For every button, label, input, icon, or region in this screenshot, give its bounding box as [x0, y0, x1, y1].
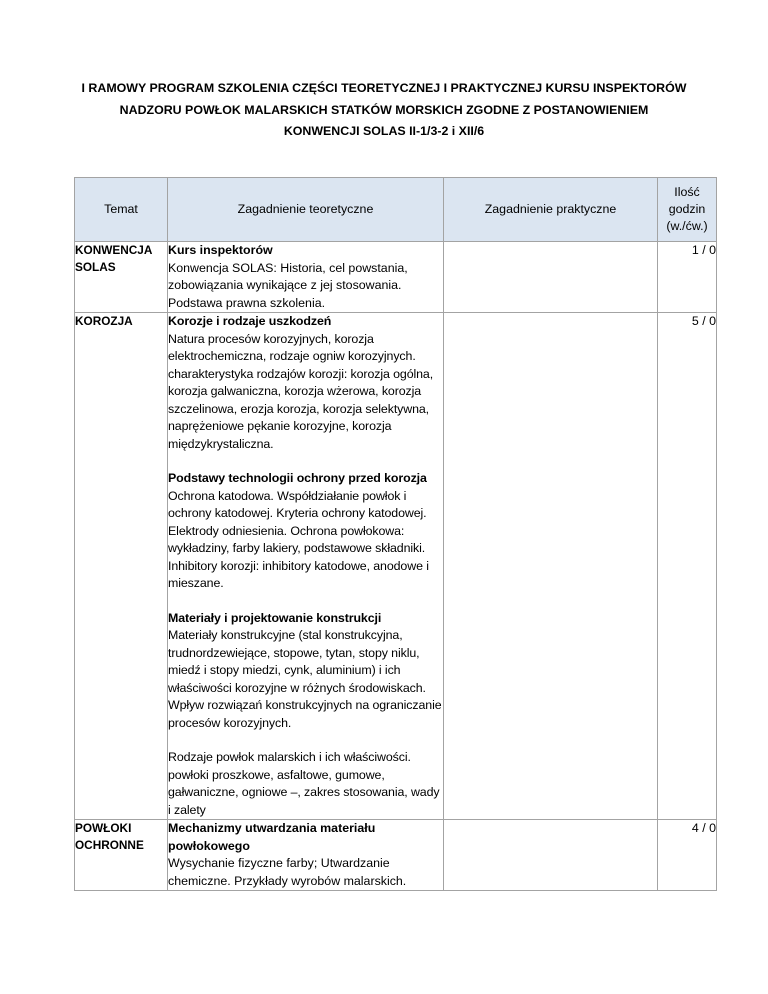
row-practice: [444, 820, 658, 891]
table-row: [75, 242, 717, 313]
theory-section: [168, 470, 443, 593]
section-title: Materiały i projektowanie konstrukcji: [168, 610, 382, 625]
document-title: [40, 78, 728, 143]
title-line-2: NADZORU POWŁOK MALARSKICH STATKÓW MORSKICH ZGODNE Z POSTANOWIENIEM: [119, 102, 649, 117]
table-row: [75, 820, 717, 891]
header-topic: Temat: [75, 178, 168, 242]
section-body: Wysychanie fizyczne farby; Utwardzanie chemiczne. Przykłady wyrobów malarskich.: [168, 856, 407, 888]
title-line-3: KONWENCJI SOLAS II-1/3-2 i XII/6: [283, 124, 485, 138]
header-hours: [658, 178, 717, 242]
row-hours: 4 / 0: [658, 820, 717, 891]
row-practice: [444, 242, 658, 313]
row-hours: 5 / 0: [658, 313, 717, 820]
row-hours: 1 / 0: [658, 242, 717, 313]
theory-section: [168, 820, 443, 890]
section-title: Kurs inspektorów: [168, 243, 273, 257]
row-theory: [168, 242, 444, 313]
section-title: Mechanizmy utwardzania materiału powłokowego: [168, 821, 376, 853]
row-practice: [444, 313, 658, 820]
header-theory: Zagadnienie teoretyczne: [168, 178, 444, 242]
header-hours-line2: godzin: [668, 202, 706, 216]
header-hours-line1: Ilość: [674, 185, 700, 199]
theory-section: [168, 610, 443, 733]
section-body: Natura procesów korozyjnych, korozja elektrochemiczna, rodzaje ogniw korozyjnych. charakterystyka rodzajów korozji: korozja ogólna, korozja galwaniczna, korozja wżerowa, korozja szczelinowa, erozja korozja, korozja selektywna, naprężeniowe pękanie korozyjne, korozja międzykrystaliczna.: [168, 331, 434, 451]
section-title: Podstawy technologii ochrony przed korozja: [168, 471, 427, 485]
theory-section: [168, 749, 443, 819]
row-topic: POWŁOKI OCHRONNE: [75, 820, 168, 891]
row-theory: [168, 313, 444, 820]
section-body: Materiały konstrukcyjne (stal konstrukcyjna, trudnordzewiejące, stopowe, tytan, stopy niklu, miedź i stopy miedzi, cynk, aluminium) i ich właściwości korozyjne w różnych środowiskach. Wpływ rozwiązań konstrukcyjnych na ograniczanie procesów korozyjnych.: [168, 628, 442, 730]
section-body: Ochrona katodowa. Współdziałanie powłok i ochrony katodowej. Kryteria ochrony katodowej. Elektrody odniesienia. Ochrona powłokowa: wykładziny, farby lakiery, podstawowe składniki. Inhibitory korozji: inhibitory katodowe, anodowe i mieszane.: [168, 488, 429, 590]
title-line-1: I RAMOWY PROGRAM SZKOLENIA CZĘŚCI TEORETYCZNEJ I PRAKTYCZNEJ KURSU INSPEKTORÓW: [81, 81, 687, 95]
curriculum-table: [74, 177, 717, 891]
theory-section: [168, 242, 443, 312]
table-header-row: [75, 178, 717, 242]
header-practice: Zagadnienie praktyczne: [444, 178, 658, 242]
section-body: Rodzaje powłok malarskich i ich właściwości. powłoki proszkowe, asfaltowe, gumowe, gałwaniczne, ogniowe –, zakres stosowania, wady i zalety: [168, 750, 440, 817]
theory-section: [168, 313, 443, 453]
table-row: [75, 313, 717, 820]
row-topic: KOROZJA: [75, 313, 168, 820]
section-title: Korozje i rodzaje uszkodzeń: [168, 314, 332, 328]
header-hours-line3: (w./ćw.): [666, 219, 708, 233]
section-body: Konwencja SOLAS: Historia, cel powstania, zobowiązania wynikające z jej stosowania. Podstawa prawna szkolenia.: [168, 260, 408, 310]
row-theory: [168, 820, 444, 891]
row-topic: KONWENCJA SOLAS: [75, 242, 168, 313]
